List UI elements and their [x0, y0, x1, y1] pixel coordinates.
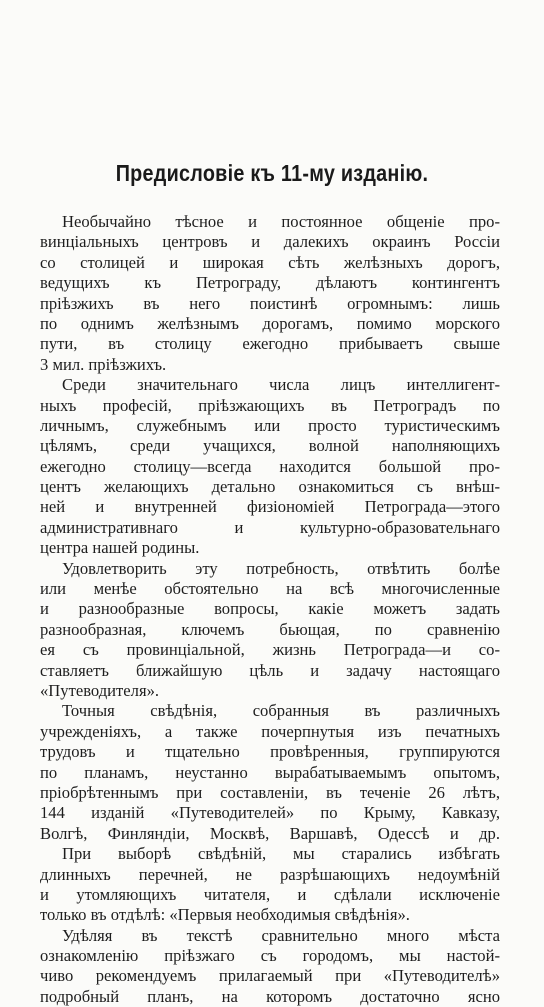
- text-line: «Путеводителя».: [40, 680, 160, 700]
- text-line: При выборѣ свѣдѣній, мы старались избѣгать: [62, 844, 500, 864]
- text-line: подробный планъ, на которомъ достаточно ясно: [40, 986, 500, 1006]
- text-line: 144 изданій «Путеводителей» по Крыму, Кавказу,: [40, 803, 500, 823]
- text-line: Удѣляя въ текстѣ сравнительно много мѣста: [62, 925, 500, 945]
- text-line: ежегодно столицу—всегда находится большой про-: [40, 456, 500, 476]
- text-line: или менѣе обстоятельно на всѣ многочисленные: [40, 579, 500, 599]
- text-line: пріѣзжихъ въ него поистинѣ огромнымъ: лишь: [40, 293, 500, 313]
- text-line: со столицей и широкая сѣть желѣзныхъ дорогъ,: [40, 252, 500, 272]
- text-line: по планамъ, неустанно вырабатываемымъ опытомъ,: [40, 762, 500, 782]
- text-line: ней и внутренней физіономіей Петрограда—этого: [40, 497, 500, 517]
- text-line: пути, въ столицу ежегодно прибываетъ свыше: [40, 334, 500, 354]
- text-line: ознакомленію пріѣзжаго съ городомъ, мы настой-: [40, 946, 500, 966]
- text-line: Волгѣ, Финляндіи, Москвѣ, Варшавѣ, Одессѣ и др.: [40, 823, 500, 843]
- text-line: только въ отдѣлѣ: «Первыя необходимыя свѣдѣнія».: [40, 905, 410, 925]
- text-line: центра нашей родины.: [40, 538, 200, 558]
- text-line: ныхъ професій, пріѣзжающихъ въ Петроградъ по: [40, 395, 500, 415]
- text-line: учрежденіяхъ, а также почерпнутыя изъ печатныхъ: [40, 721, 500, 741]
- text-line: и утомляющихъ читателя, и сдѣлали исключеніе: [40, 884, 500, 904]
- text-line: пріобрѣтеннымъ при составленіи, въ теченіе 26 лѣтъ,: [40, 782, 500, 802]
- text-line: разнообразная, ключемъ бьющая, по сравненію: [40, 619, 500, 639]
- text-line: трудовъ и тщательно провѣренныя, группируются: [40, 742, 500, 762]
- text-line: цѣлямъ, среди учащихся, волной наполняющихъ: [40, 436, 500, 456]
- text-line: длинныхъ перечней, не разрѣшающихъ недоумѣній: [40, 864, 500, 884]
- text-line: административнаго и культурно-образовательнаго: [40, 517, 500, 537]
- text-line: 3 мил. пріѣзжихъ.: [40, 354, 167, 374]
- text-line: Среди значительнаго числа лицъ интеллигент-: [62, 375, 500, 395]
- text-line: по однимъ желѣзнымъ дорогамъ, помимо морского: [40, 313, 500, 333]
- body-text: [40, 212, 500, 1007]
- text-line: Необычайно тѣсное и постоянное общеніе про-: [62, 212, 500, 231]
- text-line: ея съ провинціальной, жизнь Петрограда—и со-: [40, 640, 500, 660]
- text-line: ведущихъ къ Петрограду, дѣлаютъ контингентъ: [40, 273, 500, 293]
- text-line: чиво рекомендуемъ прилагаемый при «Путеводителѣ»: [40, 966, 500, 986]
- text-line: винціальныхъ центровъ и далекихъ окраинъ Россіи: [40, 232, 500, 252]
- text-line: Точныя свѣдѣнія, собранныя въ различныхъ: [62, 701, 500, 721]
- text-line: центъ желающихъ детально ознакомиться съ внѣш-: [40, 477, 500, 497]
- text-line: Удовлетворить эту потребность, отвѣтить болѣе: [62, 558, 500, 578]
- text-line: и разнообразные вопросы, какіе можетъ задать: [40, 599, 500, 619]
- text-line: личнымъ, служебнымъ или просто туристическимъ: [40, 415, 500, 435]
- page-title: Предисловіе къ 11-му изданію.: [115, 160, 429, 186]
- text-line: ставляетъ ближайшую цѣль и задачу настоящаго: [40, 660, 500, 680]
